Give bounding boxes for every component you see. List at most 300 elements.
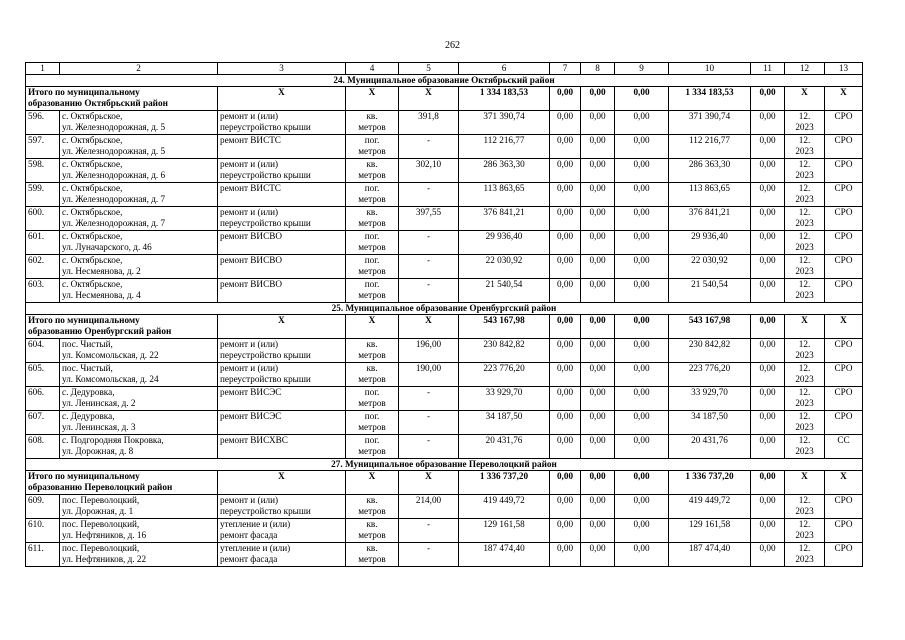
work-type <box>218 435 346 459</box>
cost-total: 33 929,70 <box>459 387 550 411</box>
total-c4: X <box>346 315 399 339</box>
unit-line1: кв. <box>366 339 378 349</box>
completion-date <box>785 543 825 567</box>
cost-c7: 0,00 <box>550 135 581 159</box>
unit <box>346 111 399 135</box>
work-type <box>218 183 346 207</box>
work-type-line2: переустройство крыши <box>220 506 311 516</box>
address <box>60 411 218 435</box>
cost-c10: 230 842,82 <box>669 339 751 363</box>
work-type-line2: переустройство крыши <box>220 170 311 180</box>
quantity: - <box>399 411 459 435</box>
completion-date <box>785 255 825 279</box>
cost-c9: 0,00 <box>615 339 669 363</box>
unit-line1: кв. <box>366 543 378 553</box>
completion-date-line2: 2023 <box>795 170 814 180</box>
unit-line2: метров <box>358 530 386 540</box>
row-number: 608. <box>26 435 60 459</box>
table-row <box>26 279 863 303</box>
unit-line2: метров <box>358 194 386 204</box>
work-type <box>218 363 346 387</box>
column-number-row <box>26 63 863 75</box>
table-row <box>26 135 863 159</box>
cost-c8: 0,00 <box>581 543 615 567</box>
work-type-line1: ремонт ВИСТС <box>220 183 281 193</box>
table-row <box>26 207 863 231</box>
work-type <box>218 339 346 363</box>
cost-c9: 0,00 <box>615 363 669 387</box>
total-c11: 0,00 <box>751 87 785 111</box>
total-c12: X <box>785 315 825 339</box>
cost-c10: 419 449,72 <box>669 495 751 519</box>
address-line1: с. Октябрьское, <box>62 135 123 145</box>
completion-date <box>785 231 825 255</box>
cost-c9: 0,00 <box>615 183 669 207</box>
cost-c11: 0,00 <box>751 543 785 567</box>
cost-c10: 22 030,92 <box>669 255 751 279</box>
section-total-row <box>26 315 863 339</box>
cost-c10: 376 841,21 <box>669 207 751 231</box>
total-label-line2: образованию Октябрьский район <box>28 98 168 108</box>
funding-source: СРО <box>825 279 863 303</box>
work-type-line1: утепление и (или) <box>220 519 291 529</box>
address-line1: с. Октябрьское, <box>62 255 123 265</box>
total-label-line2: образованию Переволоцкий район <box>28 482 173 492</box>
address-line2: ул. Нефтяников, д. 16 <box>62 530 147 540</box>
quantity: - <box>399 231 459 255</box>
work-type-line1: ремонт и (или) <box>220 339 279 349</box>
address-line2: ул. Железнодорожная, д. 6 <box>62 170 166 180</box>
cost-c8: 0,00 <box>581 519 615 543</box>
row-number: 609. <box>26 495 60 519</box>
cost-total: 187 474,40 <box>459 543 550 567</box>
completion-date <box>785 435 825 459</box>
address-line1: пос. Переволоцкий, <box>62 519 140 529</box>
unit-line1: кв. <box>366 495 378 505</box>
table-body <box>26 63 863 567</box>
total-c9: 0,00 <box>615 471 669 495</box>
work-type <box>218 159 346 183</box>
funding-source: СРО <box>825 159 863 183</box>
column-number: 8 <box>581 63 615 75</box>
cost-c9: 0,00 <box>615 279 669 303</box>
address <box>60 543 218 567</box>
section-title: 24. Муниципальное образование Октябрьский район <box>26 75 863 87</box>
unit <box>346 231 399 255</box>
completion-date-line1: 12. <box>798 519 811 529</box>
table-row <box>26 231 863 255</box>
row-number: 599. <box>26 183 60 207</box>
address-line1: с. Октябрьское, <box>62 111 123 121</box>
address-line2: ул. Луначарского, д. 46 <box>62 242 152 252</box>
work-type-line2: переустройство крыши <box>220 350 311 360</box>
address <box>60 255 218 279</box>
row-number: 603. <box>26 279 60 303</box>
cost-c11: 0,00 <box>751 411 785 435</box>
cost-c10: 223 776,20 <box>669 363 751 387</box>
cost-c8: 0,00 <box>581 279 615 303</box>
cost-c7: 0,00 <box>550 339 581 363</box>
address <box>60 435 218 459</box>
quantity: - <box>399 543 459 567</box>
work-type-line1: ремонт и (или) <box>220 363 279 373</box>
address-line2: ул. Ленинская, д. 2 <box>62 398 136 408</box>
quantity: - <box>399 183 459 207</box>
address-line2: ул. Железнодорожная, д. 7 <box>62 218 166 228</box>
cost-total: 34 187,50 <box>459 411 550 435</box>
cost-c9: 0,00 <box>615 411 669 435</box>
unit-line2: метров <box>358 554 386 564</box>
quantity: - <box>399 387 459 411</box>
cost-c10: 129 161,58 <box>669 519 751 543</box>
cost-c9: 0,00 <box>615 231 669 255</box>
unit-line1: пог. <box>364 279 380 289</box>
address-line1: с. Октябрьское, <box>62 207 123 217</box>
table-row <box>26 543 863 567</box>
unit-line2: метров <box>358 266 386 276</box>
work-type-line2: переустройство крыши <box>220 218 311 228</box>
cost-c11: 0,00 <box>751 435 785 459</box>
completion-date-line1: 12. <box>798 159 811 169</box>
address-line1: пос. Чистый, <box>62 339 113 349</box>
cost-c11: 0,00 <box>751 231 785 255</box>
unit <box>346 135 399 159</box>
row-number: 605. <box>26 363 60 387</box>
cost-c10: 113 863,65 <box>669 183 751 207</box>
total-label-line1: Итого по муниципальному <box>28 87 140 97</box>
total-c7: 0,00 <box>550 315 581 339</box>
completion-date <box>785 495 825 519</box>
column-number: 13 <box>825 63 863 75</box>
total-c9: 0,00 <box>615 315 669 339</box>
completion-date-line2: 2023 <box>795 506 814 516</box>
quantity: 214,00 <box>399 495 459 519</box>
completion-date-line2: 2023 <box>795 398 814 408</box>
table-row <box>26 183 863 207</box>
total-c7: 0,00 <box>550 471 581 495</box>
work-type <box>218 207 346 231</box>
unit-line1: кв. <box>366 159 378 169</box>
completion-date <box>785 387 825 411</box>
cost-c10: 29 936,40 <box>669 231 751 255</box>
unit-line2: метров <box>358 506 386 516</box>
cost-c7: 0,00 <box>550 255 581 279</box>
cost-c9: 0,00 <box>615 495 669 519</box>
completion-date <box>785 159 825 183</box>
unit <box>346 543 399 567</box>
cost-c10: 187 474,40 <box>669 543 751 567</box>
completion-date-line1: 12. <box>798 135 811 145</box>
total-c6: 1 336 737,20 <box>459 471 550 495</box>
cost-total: 230 842,82 <box>459 339 550 363</box>
completion-date-line2: 2023 <box>795 422 814 432</box>
total-c12: X <box>785 471 825 495</box>
address <box>60 279 218 303</box>
cost-c11: 0,00 <box>751 207 785 231</box>
cost-c10: 286 363,30 <box>669 159 751 183</box>
table-row <box>26 495 863 519</box>
completion-date-line2: 2023 <box>795 530 814 540</box>
column-number: 2 <box>60 63 218 75</box>
cost-c8: 0,00 <box>581 159 615 183</box>
cost-c11: 0,00 <box>751 111 785 135</box>
unit-line2: метров <box>358 122 386 132</box>
row-number: 610. <box>26 519 60 543</box>
unit <box>346 495 399 519</box>
cost-total: 371 390,74 <box>459 111 550 135</box>
cost-c10: 112 216,77 <box>669 135 751 159</box>
unit-line1: пог. <box>364 387 380 397</box>
address <box>60 111 218 135</box>
cost-c8: 0,00 <box>581 183 615 207</box>
cost-total: 112 216,77 <box>459 135 550 159</box>
quantity: - <box>399 279 459 303</box>
completion-date-line1: 12. <box>798 495 811 505</box>
address-line2: ул. Железнодорожная, д. 5 <box>62 122 166 132</box>
cost-total: 419 449,72 <box>459 495 550 519</box>
completion-date-line1: 12. <box>798 255 811 265</box>
address <box>60 183 218 207</box>
address-line1: пос. Чистый, <box>62 363 113 373</box>
row-number: 602. <box>26 255 60 279</box>
work-type <box>218 279 346 303</box>
work-type <box>218 231 346 255</box>
completion-date-line1: 12. <box>798 279 811 289</box>
unit-line2: метров <box>358 146 386 156</box>
address-line1: пос. Переволоцкий, <box>62 543 140 553</box>
cost-c8: 0,00 <box>581 387 615 411</box>
completion-date-line2: 2023 <box>795 122 814 132</box>
funding-source: СРО <box>825 135 863 159</box>
quantity: 196,00 <box>399 339 459 363</box>
unit-line1: кв. <box>366 111 378 121</box>
unit <box>346 159 399 183</box>
quantity: 302,10 <box>399 159 459 183</box>
address-line1: с. Октябрьское, <box>62 231 123 241</box>
column-number: 3 <box>218 63 346 75</box>
cost-c11: 0,00 <box>751 363 785 387</box>
unit <box>346 519 399 543</box>
total-c13: X <box>825 471 863 495</box>
address-line1: с. Октябрьское, <box>62 159 123 169</box>
completion-date-line2: 2023 <box>795 290 814 300</box>
cost-c8: 0,00 <box>581 339 615 363</box>
table-row <box>26 435 863 459</box>
total-c6: 1 334 183,53 <box>459 87 550 111</box>
table-row <box>26 255 863 279</box>
address <box>60 231 218 255</box>
work-type-line2: ремонт фасада <box>220 530 278 540</box>
work-type-line1: ремонт и (или) <box>220 159 279 169</box>
cost-c7: 0,00 <box>550 111 581 135</box>
column-number: 7 <box>550 63 581 75</box>
work-type-line2: ремонт фасада <box>220 554 278 564</box>
funding-source: СРО <box>825 183 863 207</box>
column-number: 4 <box>346 63 399 75</box>
unit-line1: пог. <box>364 183 380 193</box>
completion-date-line1: 12. <box>798 207 811 217</box>
completion-date-line2: 2023 <box>795 146 814 156</box>
address <box>60 339 218 363</box>
cost-c8: 0,00 <box>581 231 615 255</box>
total-label-line2: образованию Оренбургский район <box>28 326 172 336</box>
cost-c11: 0,00 <box>751 387 785 411</box>
cost-c9: 0,00 <box>615 135 669 159</box>
column-number: 6 <box>459 63 550 75</box>
funding-source: СРО <box>825 387 863 411</box>
completion-date-line1: 12. <box>798 435 811 445</box>
completion-date-line2: 2023 <box>795 350 814 360</box>
completion-date-line2: 2023 <box>795 446 814 456</box>
address-line2: ул. Комсомольская, д. 22 <box>62 350 159 360</box>
quantity: 391,8 <box>399 111 459 135</box>
row-number: 611. <box>26 543 60 567</box>
completion-date-line1: 12. <box>798 183 811 193</box>
funding-source: СРО <box>825 411 863 435</box>
unit-line1: кв. <box>366 363 378 373</box>
work-type <box>218 411 346 435</box>
cost-c10: 371 390,74 <box>669 111 751 135</box>
total-c3: X <box>218 315 346 339</box>
quantity: 190,00 <box>399 363 459 387</box>
funding-source: СРО <box>825 519 863 543</box>
work-type-line1: ремонт и (или) <box>220 207 279 217</box>
work-type <box>218 543 346 567</box>
completion-date-line1: 12. <box>798 339 811 349</box>
address <box>60 363 218 387</box>
column-number: 10 <box>669 63 751 75</box>
cost-c7: 0,00 <box>550 231 581 255</box>
completion-date-line1: 12. <box>798 387 811 397</box>
completion-date <box>785 207 825 231</box>
cost-c8: 0,00 <box>581 255 615 279</box>
unit-line1: пог. <box>364 435 380 445</box>
cost-c9: 0,00 <box>615 255 669 279</box>
completion-date-line1: 12. <box>798 231 811 241</box>
work-type <box>218 519 346 543</box>
total-c8: 0,00 <box>581 87 615 111</box>
cost-c10: 21 540,54 <box>669 279 751 303</box>
cost-c11: 0,00 <box>751 255 785 279</box>
cost-total: 21 540,54 <box>459 279 550 303</box>
quantity: 397,55 <box>399 207 459 231</box>
funding-source: СРО <box>825 255 863 279</box>
total-c6: 543 167,98 <box>459 315 550 339</box>
total-label <box>26 315 218 339</box>
unit <box>346 435 399 459</box>
unit-line1: пог. <box>364 255 380 265</box>
total-c3: X <box>218 87 346 111</box>
total-c11: 0,00 <box>751 471 785 495</box>
completion-date-line2: 2023 <box>795 374 814 384</box>
cost-c11: 0,00 <box>751 135 785 159</box>
table-row <box>26 387 863 411</box>
row-number: 600. <box>26 207 60 231</box>
cost-c11: 0,00 <box>751 159 785 183</box>
cost-c7: 0,00 <box>550 435 581 459</box>
work-type-line1: ремонт и (или) <box>220 495 279 505</box>
cost-c7: 0,00 <box>550 207 581 231</box>
total-c13: X <box>825 87 863 111</box>
unit-line2: метров <box>358 350 386 360</box>
cost-total: 113 863,65 <box>459 183 550 207</box>
total-label <box>26 471 218 495</box>
cost-c7: 0,00 <box>550 363 581 387</box>
cost-c9: 0,00 <box>615 519 669 543</box>
total-c9: 0,00 <box>615 87 669 111</box>
cost-c10: 20 431,76 <box>669 435 751 459</box>
completion-date-line2: 2023 <box>795 242 814 252</box>
work-type <box>218 111 346 135</box>
cost-c9: 0,00 <box>615 207 669 231</box>
address-line2: ул. Железнодорожная, д. 5 <box>62 146 166 156</box>
total-c4: X <box>346 471 399 495</box>
row-number: 598. <box>26 159 60 183</box>
address <box>60 135 218 159</box>
total-label <box>26 87 218 111</box>
total-c10: 1 334 183,53 <box>669 87 751 111</box>
cost-c8: 0,00 <box>581 495 615 519</box>
total-c8: 0,00 <box>581 471 615 495</box>
cost-c9: 0,00 <box>615 159 669 183</box>
funding-source: СРО <box>825 495 863 519</box>
cost-total: 29 936,40 <box>459 231 550 255</box>
work-type-line2: переустройство крыши <box>220 122 311 132</box>
row-number: 597. <box>26 135 60 159</box>
completion-date <box>785 411 825 435</box>
cost-c11: 0,00 <box>751 339 785 363</box>
cost-c11: 0,00 <box>751 183 785 207</box>
total-c5: X <box>399 471 459 495</box>
total-c3: X <box>218 471 346 495</box>
address-line2: ул. Дорожная, д. 8 <box>62 446 134 456</box>
cost-c11: 0,00 <box>751 519 785 543</box>
address-line2: ул. Железнодорожная, д. 7 <box>62 194 166 204</box>
work-type-line1: ремонт ВИСВО <box>220 279 282 289</box>
total-c5: X <box>399 315 459 339</box>
address-line2: ул. Комсомольская, д. 24 <box>62 374 159 384</box>
work-type-line1: ремонт и (или) <box>220 111 279 121</box>
cost-c7: 0,00 <box>550 159 581 183</box>
address-line2: ул. Нефтяников, д. 22 <box>62 554 147 564</box>
address-line2: ул. Несмеянова, д. 4 <box>62 290 141 300</box>
cost-c8: 0,00 <box>581 363 615 387</box>
cost-c10: 34 187,50 <box>669 411 751 435</box>
cost-c7: 0,00 <box>550 543 581 567</box>
cost-c7: 0,00 <box>550 387 581 411</box>
unit <box>346 279 399 303</box>
quantity: - <box>399 255 459 279</box>
unit-line2: метров <box>358 422 386 432</box>
completion-date-line1: 12. <box>798 411 811 421</box>
cost-c7: 0,00 <box>550 279 581 303</box>
cost-c7: 0,00 <box>550 411 581 435</box>
total-c11: 0,00 <box>751 315 785 339</box>
unit-line2: метров <box>358 446 386 456</box>
total-label-line1: Итого по муниципальному <box>28 471 140 481</box>
unit-line1: кв. <box>366 207 378 217</box>
section-title-row <box>26 75 863 87</box>
cost-c11: 0,00 <box>751 279 785 303</box>
work-type <box>218 135 346 159</box>
section-title-row <box>26 459 863 471</box>
work-type-line2: переустройство крыши <box>220 374 311 384</box>
cost-c11: 0,00 <box>751 495 785 519</box>
unit-line1: пог. <box>364 411 380 421</box>
cost-c9: 0,00 <box>615 435 669 459</box>
page-number: 262 <box>445 40 460 51</box>
row-number: 607. <box>26 411 60 435</box>
